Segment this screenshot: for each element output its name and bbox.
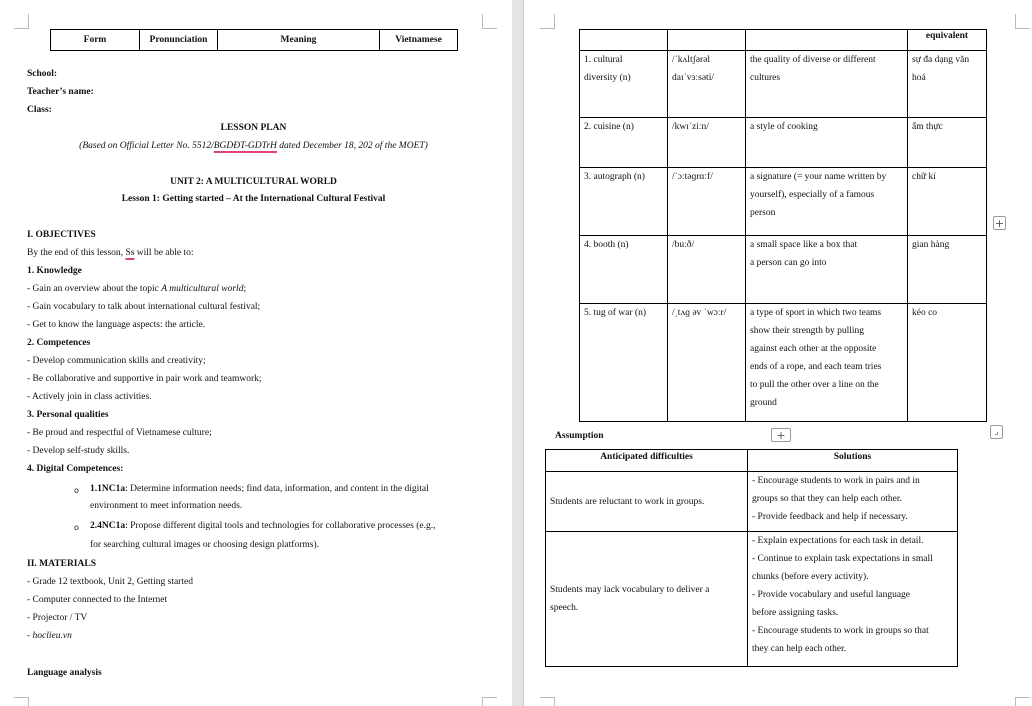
digital-competences-heading: 4. Digital Competences:: [27, 464, 124, 474]
margin-corner-bottom-left: [540, 697, 555, 706]
margin-corner-top-left: [540, 14, 555, 29]
solution-text: they can help each other.: [752, 644, 847, 654]
knowledge-item-1-text: - Gain an overview about the topic: [27, 284, 162, 294]
vocab-form: 4. booth (n): [584, 240, 629, 250]
solution-text: - Encourage students to work in groups so that: [752, 626, 929, 636]
knowledge-item-1-topic: A multicultural world: [161, 284, 244, 294]
vocab-meaning: ground: [750, 398, 777, 408]
vocab-meaning: the quality of diverse or different: [750, 55, 876, 65]
vocab-form: 3. autograph (n): [584, 172, 645, 182]
vocab-vietnamese: gian hàng: [912, 240, 950, 250]
vocab-pron-cell[interactable]: [668, 168, 746, 236]
subtitle-suffix: dated December 18, 202 of the MOET): [276, 141, 428, 151]
vocab-header-table[interactable]: [50, 29, 458, 51]
vocab-pronunciation: /ˈɔːtəɡrɑːf/: [672, 172, 713, 182]
margin-corner-bottom-right: [482, 697, 497, 706]
vocab-vietnamese: sự đa dạng văn: [912, 55, 970, 65]
vocab-vn-cell[interactable]: [908, 168, 987, 236]
solution-cell[interactable]: [748, 532, 958, 667]
vocab-pron-cell[interactable]: [668, 118, 746, 168]
assumption-heading: Assumption: [555, 431, 604, 441]
school-label: School:: [27, 69, 58, 79]
difficulty-text: Students are reluctant to work in groups.: [550, 496, 705, 507]
solution-text: - Explain expectations for each task in detail.: [752, 536, 924, 546]
solution-text: - Continue to explain task expectations in small: [752, 554, 933, 564]
table-resize-handle[interactable]: [990, 425, 1003, 439]
vocab-form: 5. tug of war (n): [584, 308, 646, 318]
material-item: - Computer connected to the Internet: [27, 595, 168, 605]
table-row: [580, 118, 987, 168]
table-row: [546, 532, 958, 667]
table-row: [546, 472, 958, 532]
personal-qualities-heading: 3. Personal qualities: [27, 410, 109, 420]
knowledge-item-1-end: ;: [243, 284, 247, 294]
col-header-solutions: Solutions: [748, 450, 958, 472]
vocab-vietnamese: chữ kí: [912, 172, 936, 182]
vocab-pronunciation: /buːð/: [672, 240, 695, 250]
table-row: [580, 304, 987, 422]
vocab-vn-cell[interactable]: [908, 118, 987, 168]
competence-item: - Actively join in class activities.: [27, 392, 152, 402]
solution-text: chunks (before every activity).: [752, 572, 869, 582]
vocab-meaning: to pull the other over a line on the: [750, 380, 879, 390]
spelling-flagged-ss[interactable]: Ss: [125, 248, 135, 258]
vocab-vietnamese: kéo co: [912, 308, 938, 318]
vocab-form: 1. cultural: [584, 55, 623, 65]
intro-suffix: will be able to:: [134, 248, 194, 258]
margin-corner-top-right: [482, 14, 497, 29]
difficulty-cell[interactable]: [546, 532, 748, 667]
vocab-pronunciation: /ˌtʌɡ əv ˈwɔːr/: [672, 308, 727, 318]
digital-competence-item-2-cont: for searching cultural images or choosing design platforms).: [90, 540, 319, 550]
competence-text: : Propose different digital tools and technologies for collaborative processes (e.g.,: [125, 521, 436, 531]
col-header-meaning: Meaning: [218, 30, 380, 51]
personal-quality-item: - Be proud and respectful of Vietnamese culture;: [27, 428, 212, 438]
class-label: Class:: [27, 105, 52, 115]
vocab-form: 2. cuisine (n): [584, 122, 634, 132]
competence-item: - Develop communication skills and creativity;: [27, 356, 206, 366]
add-column-button[interactable]: [993, 216, 1006, 230]
unit-title: UNIT 2: A MULTICULTURAL WORLD: [170, 177, 337, 187]
objectives-heading: I. OBJECTIVES: [27, 230, 96, 240]
vocab-meaning-cell[interactable]: [746, 168, 908, 236]
solution-cell[interactable]: [748, 472, 958, 532]
language-analysis-heading: Language analysis: [27, 668, 102, 678]
subtitle-prefix: (Based on Official Letter No. 5512/: [79, 141, 214, 151]
margin-corner-bottom-left: [14, 697, 29, 706]
col-header-form: Form: [51, 30, 140, 51]
vocab-form-cell[interactable]: [580, 168, 668, 236]
digital-competence-item-1: [90, 483, 429, 495]
spelling-flagged-text[interactable]: BGDĐT-GDTrH: [213, 141, 277, 151]
hollow-bullet-icon: o: [74, 486, 79, 495]
vocab-meaning-cell[interactable]: [746, 236, 908, 304]
table-cell[interactable]: [668, 30, 746, 51]
margin-corner-bottom-right: [1015, 697, 1030, 706]
solution-text: - Encourage students to work in pairs and in: [752, 476, 920, 486]
difficulty-text: speech.: [550, 603, 579, 613]
assumption-header-row: [546, 450, 958, 472]
link-prefix: -: [27, 631, 33, 641]
table-row: [580, 236, 987, 304]
knowledge-heading: 1. Knowledge: [27, 266, 82, 276]
vocab-form-cell[interactable]: [580, 304, 668, 422]
solution-text: - Provide feedback and help if necessary.: [752, 512, 908, 522]
vocab-meaning: ends of a rope, and each team tries: [750, 362, 882, 372]
page-gutter: [512, 0, 524, 706]
vocab-table[interactable]: [579, 29, 987, 422]
add-row-button[interactable]: [771, 428, 791, 442]
vocab-pronunciation: /kwɪˈziːn/: [672, 122, 709, 132]
vocab-meaning: a style of cooking: [750, 122, 818, 132]
lesson-plan-title: LESSON PLAN: [220, 123, 287, 133]
vocab-meaning: a type of sport in which two teams: [750, 308, 882, 318]
vocab-meaning: a person can go into: [750, 258, 827, 268]
materials-heading: II. MATERIALS: [27, 559, 96, 569]
resize-icon: ⌟: [994, 427, 999, 437]
hoclieu-link[interactable]: hoclieu.vn: [32, 631, 72, 641]
col-header-pronunciation: Pronunciation: [140, 30, 218, 51]
solution-text: groups so that they can help each other.: [752, 494, 902, 504]
margin-corner-top-right: [1015, 14, 1030, 29]
table-cell[interactable]: [746, 30, 908, 51]
knowledge-item-3: - Get to know the language aspects: the article.: [27, 320, 206, 330]
competence-code: 1.1NC1a: [90, 484, 126, 494]
vocab-pron-cell[interactable]: [668, 304, 746, 422]
table-row: [580, 168, 987, 236]
lesson-title: Lesson 1: Getting started – At the International Cultural Festival: [121, 194, 386, 204]
vocab-vn-cell[interactable]: [908, 236, 987, 304]
col-header-vietnamese: Vietnamese: [380, 30, 458, 51]
vocab-vn-cell[interactable]: [908, 51, 987, 118]
solution-text: - Provide vocabulary and useful language: [752, 590, 911, 600]
competence-text: : Determine information needs; find data, information, and content in the digital: [125, 484, 429, 494]
vocab-meaning: show their strength by pulling: [750, 326, 864, 336]
intro-prefix: By the end of this lesson,: [27, 248, 126, 258]
vocab-meaning-cell[interactable]: [746, 304, 908, 422]
material-item-link: [27, 630, 72, 642]
col-header-equivalent: equivalent: [908, 30, 987, 51]
vocab-meaning: yourself), especially of a famous: [750, 190, 875, 200]
difficulty-cell[interactable]: [546, 472, 748, 532]
hollow-bullet-icon: o: [74, 523, 79, 532]
margin-corner-top-left: [14, 14, 29, 29]
vocab-pron-cell[interactable]: [668, 236, 746, 304]
vocab-meaning: a small space like a box that: [750, 240, 858, 250]
vocab-vn-cell[interactable]: [908, 304, 987, 422]
plus-icon: +: [994, 217, 1005, 230]
vocab-meaning-cell[interactable]: [746, 51, 908, 118]
vocab-pron-cell[interactable]: [668, 51, 746, 118]
vocab-meaning: a signature (= your name written by: [750, 172, 887, 182]
table-row: [580, 51, 987, 118]
digital-competence-item-2: [90, 520, 435, 532]
solution-text: before assigning tasks.: [752, 608, 839, 618]
knowledge-item-2: - Gain vocabulary to talk about international cultural festival;: [27, 302, 261, 312]
digital-competence-item-1-cont: environment to meet information needs.: [90, 501, 243, 511]
material-item: - Grade 12 textbook, Unit 2, Getting started: [27, 577, 193, 587]
vocab-meaning-cell[interactable]: [746, 118, 908, 168]
vocab-form-cell[interactable]: [580, 118, 668, 168]
vocab-pronunciation: daɪˈvɜːsəti/: [672, 73, 714, 83]
lesson-plan-subtitle: [0, 140, 507, 152]
vocab-meaning: against each other at the opposite: [750, 344, 877, 354]
vocab-meaning: cultures: [750, 73, 781, 83]
document-page-left: [0, 0, 512, 706]
vocab-vietnamese: ẩm thực: [912, 122, 943, 132]
knowledge-item-1: [27, 283, 246, 295]
teacher-name-label: Teacher’s name:: [27, 87, 94, 97]
vocab-vietnamese: hoá: [912, 73, 926, 83]
difficulty-text: Students may lack vocabulary to deliver a: [550, 585, 710, 595]
vocab-form: diversity (n): [584, 73, 631, 83]
competence-code: 2.4NC1a: [90, 521, 126, 531]
table-header-continued-row: [580, 30, 987, 51]
assumption-table[interactable]: [545, 449, 958, 667]
vocab-form-cell[interactable]: [580, 51, 668, 118]
objectives-intro: [27, 247, 194, 259]
personal-quality-item: - Develop self-study skills.: [27, 446, 130, 456]
vocab-pronunciation: /ˈkʌltʃərəl: [672, 55, 710, 65]
table-cell[interactable]: [580, 30, 668, 51]
competences-heading: 2. Competences: [27, 338, 91, 348]
competence-item: - Be collaborative and supportive in pair work and teamwork;: [27, 374, 262, 384]
vocab-meaning: person: [750, 208, 776, 218]
col-header-difficulties: Anticipated difficulties: [546, 450, 748, 472]
material-item: - Projector / TV: [27, 613, 88, 623]
vocab-form-cell[interactable]: [580, 236, 668, 304]
plus-icon: +: [776, 429, 786, 442]
document-page-right: [524, 0, 1032, 706]
